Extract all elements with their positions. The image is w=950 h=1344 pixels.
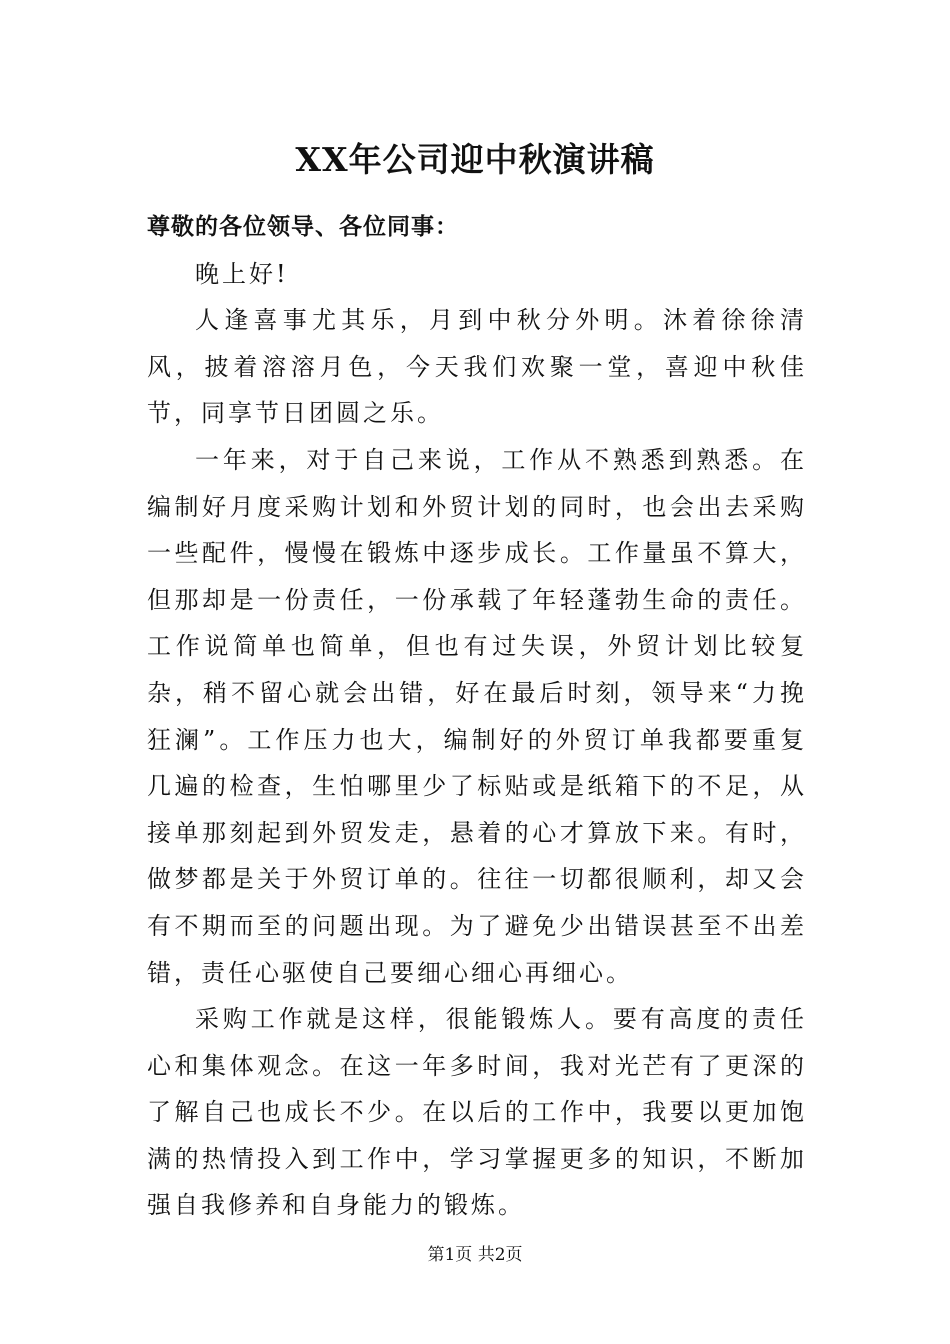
- salutation: 尊敬的各位领导、各位同事：: [147, 213, 459, 240]
- paragraph-greeting: 晚上好!: [195, 259, 289, 288]
- page-footer: 第1页 共2页: [427, 1245, 523, 1265]
- paragraph-opening: 人逢喜事尤其乐，月到中秋分外明。沐着徐徐清风，披着溶溶月色，今天我们欢聚一堂，喜迎中秋佳节，同享节日团圆之乐。: [147, 306, 807, 428]
- paragraph-conclusion: 采购工作就是这样，很能锻炼人。要有高度的责任心和集体观念。在这一年多时间，我对光芒有了更深的了解自己也成长不少。在以后的工作中，我要以更加饱满的热情投入到工作中，学习掌握更多的知识，不断加强自我修养和自身能力的锻炼。: [147, 1005, 807, 1220]
- document-body: [147, 204, 807, 1229]
- paragraph-work-review: 一年来，对于自己来说，工作从不熟悉到熟悉。在编制好月度采购计划和外贸计划的同时，也会出去采购一些配件，慢慢在锻炼中逐步成长。工作量虽不算大，但那却是一份责任，一份承载了年轻蓬勃生命的责任。工作说简单也简单，但也有过失误，外贸计划比较复杂，稍不留心就会出错，好在最后时刻，领导来“力挽狂澜”。工作压力也大，编制好的外贸订单我都要重复几遍的检查，生怕哪里少了标贴或是纸箱下的不足，从接单那刻起到外贸发走，悬着的心才算放下来。有时，做梦都是关于外贸订单的。往往一切都很顺利，却又会有不期而至的问题出现。为了避免少出错误甚至不出差错，责任心驱使自己要细心细心再细心。: [147, 445, 807, 987]
- document-title: XX年公司迎中秋演讲稿: [295, 140, 655, 179]
